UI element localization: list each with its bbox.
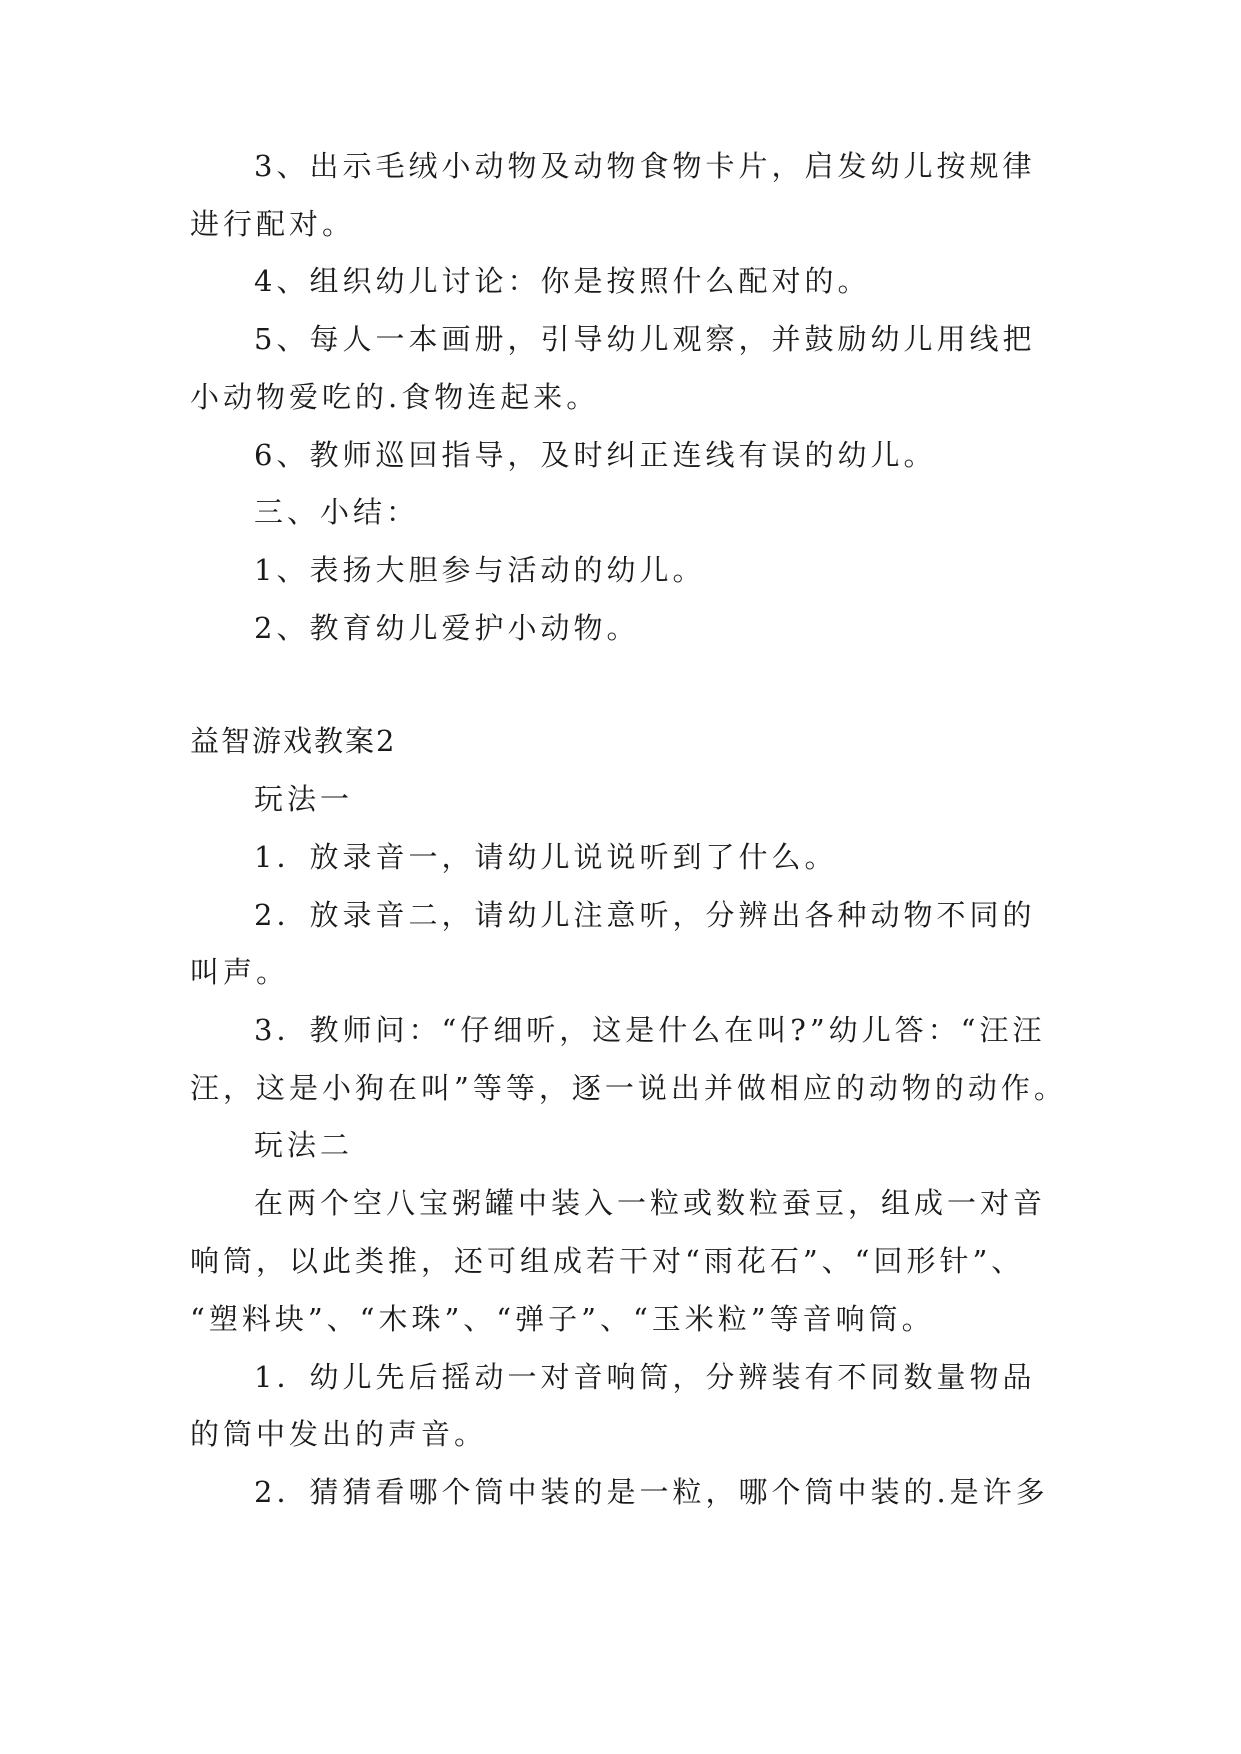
subsection-heading: 玩法一 xyxy=(254,782,354,816)
paragraph-line: 在两个空八宝粥罐中装入一粒或数粒蚕豆，组成一对音 xyxy=(254,1186,1047,1220)
subsection-heading: 玩法二 xyxy=(254,1128,354,1162)
paragraph-line: 的筒中发出的声音。 xyxy=(190,1417,488,1451)
document-title: 益智游戏教案2 xyxy=(190,724,397,758)
paragraph-line: 1．幼儿先后摇动一对音响筒，分辨装有不同数量物品 xyxy=(254,1360,1036,1394)
paragraph-line: 2．放录音二，请幼儿注意听，分辨出各种动物不同的 xyxy=(254,898,1036,932)
paragraph-line: 小动物爱吃的.食物连起来。 xyxy=(190,380,600,414)
paragraph-line: 1、表扬大胆参与活动的幼儿。 xyxy=(254,553,706,587)
paragraph-line: 进行配对。 xyxy=(190,207,356,241)
paragraph-line: 3、出示毛绒小动物及动物食物卡片，启发幼儿按规律 xyxy=(254,149,1036,183)
paragraph-line: 2．猜猜看哪个筒中装的是一粒，哪个筒中装的.是许多 xyxy=(254,1475,1049,1509)
paragraph-line: 2、教育幼儿爱护小动物。 xyxy=(254,611,640,645)
paragraph-line: 响筒，以此类推，还可组成若干对“雨花石”、“回形针”、 xyxy=(190,1244,1025,1278)
paragraph-line: “塑料块”、“木珠”、“弹子”、“玉米粒”等音响筒。 xyxy=(190,1302,935,1336)
paragraph-line: 3．教师问：“仔细听，这是什么在叫?”幼儿答：“汪汪 xyxy=(254,1013,1046,1047)
paragraph-line: 6、教师巡回指导，及时纠正连线有误的幼儿。 xyxy=(254,438,937,472)
paragraph-line: 4、组织幼儿讨论：你是按照什么配对的。 xyxy=(254,264,871,298)
paragraph-line: 1．放录音一，请幼儿说说听到了什么。 xyxy=(254,840,838,874)
paragraph-line: 汪，这是小狗在叫”等等，逐一说出并做相应的动物的动作。 xyxy=(190,1071,1067,1105)
paragraph-line: 5、每人一本画册，引导幼儿观察，并鼓励幼儿用线把 xyxy=(254,322,1036,356)
paragraph-line: 叫声。 xyxy=(190,955,290,989)
section-heading: 三、小结： xyxy=(254,495,420,529)
